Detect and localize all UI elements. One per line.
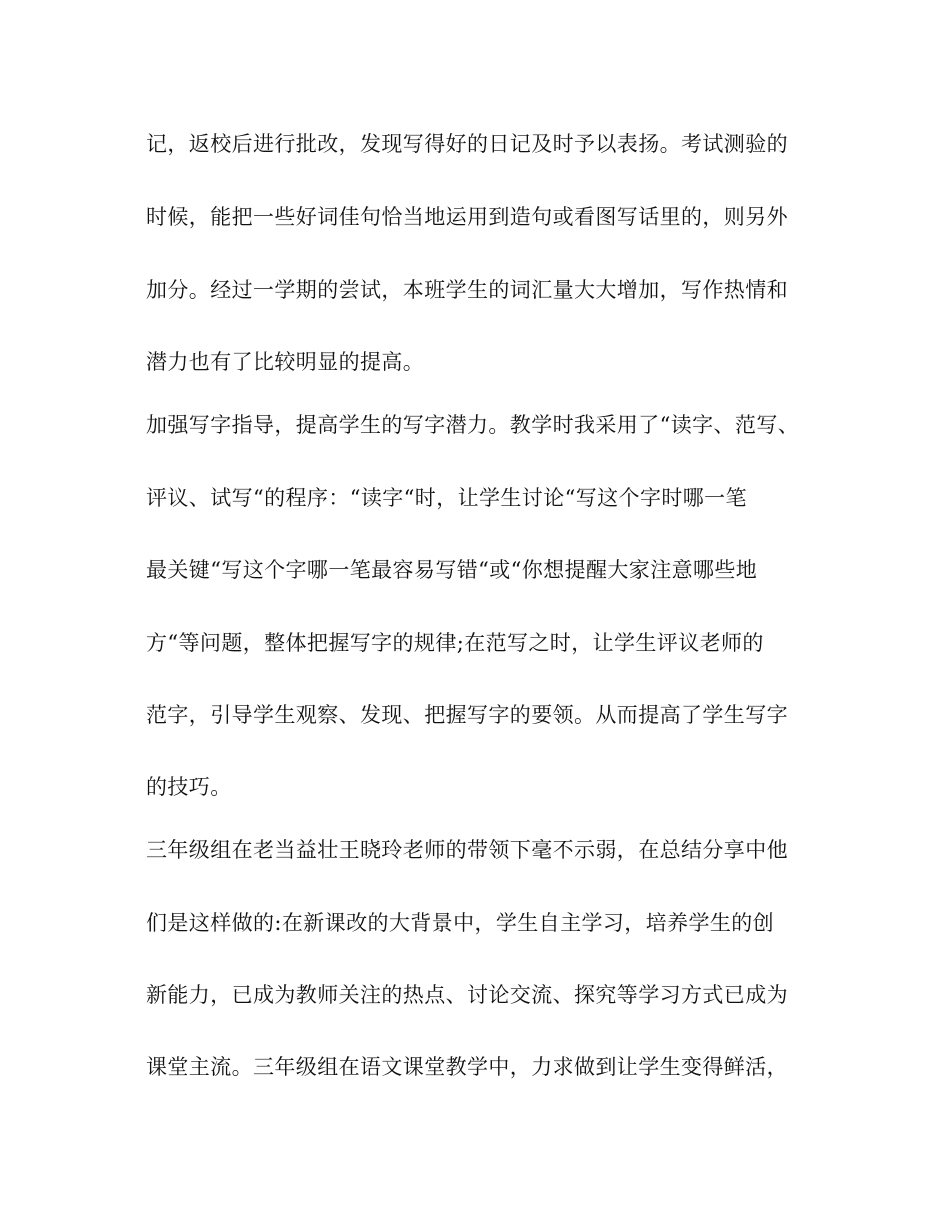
paragraph-2-line-1: 加强写字指导，提高学生的写字潜力。教学时我采用了“读字、范写、	[146, 413, 800, 437]
paragraph-2-line-5: 范字，引导学生观察、发现、把握写字的要领。从而提高了学生写字	[146, 703, 788, 727]
paragraph-1-line-3: 加分。经过一学期的尝试，本班学生的词汇量大大增加，写作热情和	[146, 278, 788, 302]
paragraph-1-line-2: 时候，能把一些好词佳句恰当地运用到造句或看图写话里的，则另外	[146, 205, 788, 229]
paragraph-2-line-2: 评议、试写“的程序：“读字“时，让学生讨论“写这个字时哪一笔	[146, 486, 747, 510]
paragraph-3-line-1: 三年级组在老当益壮王晓玲老师的带领下毫不示弱，在总结分享中他	[146, 838, 788, 862]
paragraph-1-line-1: 记，返校后进行批改，发现写得好的日记及时予以表扬。考试测验的	[146, 132, 788, 156]
paragraph-3-line-2: 们是这样做的:在新课改的大背景中，学生自主学习，培养学生的创	[146, 911, 775, 935]
paragraph-3-line-4: 课堂主流。三年级组在语文课堂教学中，力求做到让学生变得鲜活，	[146, 1055, 788, 1079]
paragraph-1-line-4: 潜力也有了比较明显的提高。	[146, 350, 425, 374]
paragraph-3-line-3: 新能力，已成为教师关注的热点、讨论交流、探究等学习方式已成为	[146, 983, 788, 1007]
paragraph-2-line-6: 的技巧。	[146, 775, 232, 799]
paragraph-2-line-4: 方“等问题，整体把握写字的规律;在范写之时，让学生评议老师的	[146, 631, 764, 655]
paragraph-2-line-3: 最关键“写这个字哪一笔最容易写错“或“你想提醒大家注意哪些地	[146, 558, 758, 582]
